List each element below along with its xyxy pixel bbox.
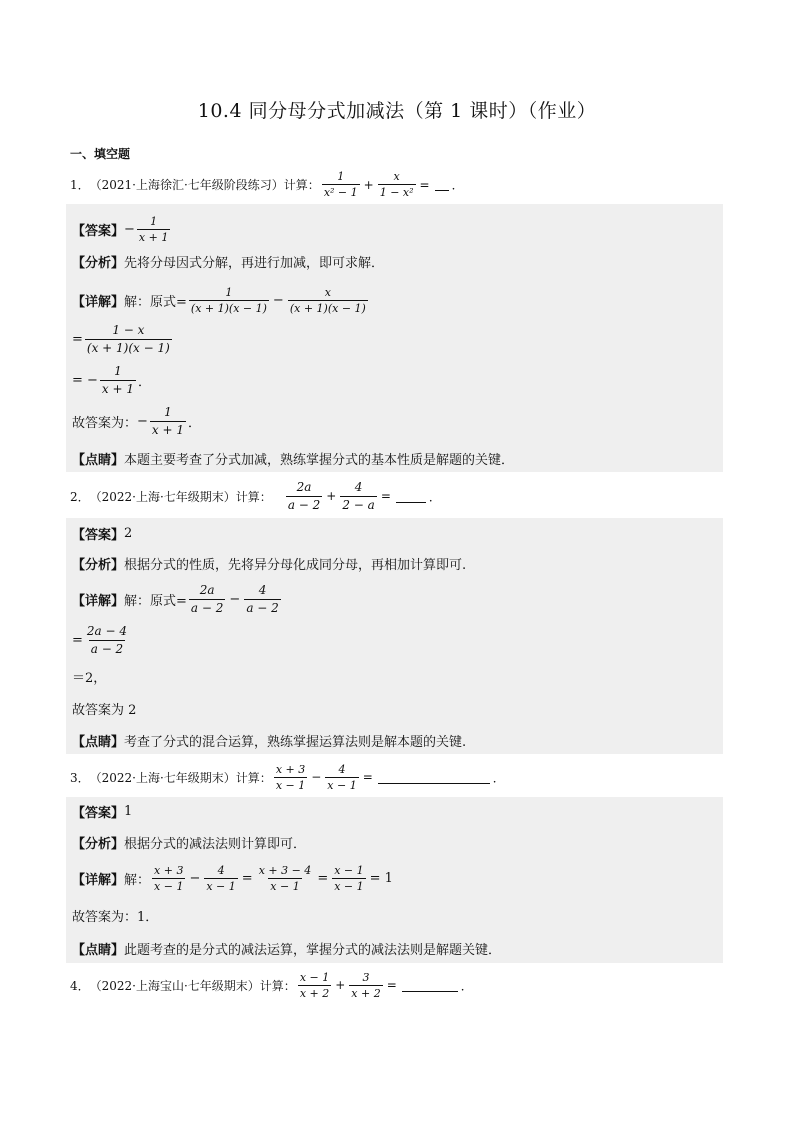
fraction: $\frac{x + 3}{x - 1}$ [154, 863, 184, 893]
detail-step: ＝2， [72, 670, 107, 686]
fraction: $\frac{1}{x + 1}$ [101, 363, 135, 396]
question-source: （2021·上海徐汇·七年级阶段练习）计算： [89, 178, 320, 192]
fraction: $\frac{x}{(x + 1)(x - 1)}$ [289, 285, 366, 315]
question-source: （2022·上海·七年级期末）计算： [89, 489, 272, 504]
fraction: $\frac{1}{\text{x² − 1}}$ [323, 170, 358, 199]
comment-line: 【点睛】 本题主要考查了分式加减，熟练掌握分式的基本性质是解题的关键． [72, 452, 515, 468]
question-1: 1． （2021·上海徐汇·七年级阶段练习）计算： $\frac{1}{\text{x² − 1}}$ + $\frac{x}{\text{1 − x²}}$ = ． [70, 170, 464, 199]
answer-blank [402, 979, 458, 992]
question-2: 2． （2022·上海·七年级期末）计算： $\frac{2a}{a - 2}$ + $\frac{4}{2 - a}$ = ． [70, 479, 441, 512]
final-answer-line: 故答案为：1． [72, 909, 159, 925]
question-number: 2． [70, 489, 90, 504]
fraction: $\frac{1}{x + 1}$ [151, 404, 185, 437]
detail-step: = − $\frac{1}{x + 1}$ ． [72, 363, 152, 396]
fraction: $\frac{x + 3}{x - 1}$ [275, 762, 306, 792]
question-number: 4． [70, 978, 90, 993]
detail-line: 【详解】 解： $\frac{x + 3}{x - 1}$ − $\frac{4}{x - 1}$ = $\frac{x + 3 - 4}{x - 1}$ = $\frac{x - 1}{x - 1}$ = 1 [72, 863, 393, 893]
fraction: $\frac{2a}{a - 2}$ [287, 479, 321, 512]
fraction: $\frac{3}{x + 2}$ [351, 970, 381, 1000]
question-source: （2022·上海宝山·七年级期末）计算： [89, 978, 296, 993]
detail-line: 【详解】 解：原式= $\frac{1}{(x + 1)(x - 1)}$ − $\frac{x}{(x + 1)(x - 1)}$ [72, 285, 366, 315]
fraction: $\frac{2a}{a - 2}$ [190, 582, 224, 615]
fraction: $\frac{4}{a - 2}$ [246, 582, 279, 615]
fraction: $\frac{x - 1}{x - 1}$ [334, 863, 364, 893]
section-heading: 一、填空题 [70, 147, 131, 161]
answer-line: 【答案】 − $\frac{1}{x + 1}$ [72, 214, 169, 244]
answer-blank [396, 490, 426, 503]
answer-blank [378, 771, 490, 784]
question-number: 1． [70, 178, 90, 192]
final-answer-line: 故答案为： − $\frac{1}{x + 1}$ ． [72, 404, 202, 437]
fraction: $\frac{1}{(x + 1)(x - 1)}$ [190, 285, 267, 315]
final-answer-line: 故答案为 2 [72, 702, 137, 718]
analysis-line: 【分析】 先将分母因式分解，再进行加减，即可求解． [72, 255, 385, 271]
fraction: $\frac{x}{\text{1 − x²}}$ [379, 170, 414, 199]
answer-line: 【答案】 2 [72, 525, 133, 543]
fraction: $\frac{1 - x}{(x + 1)(x - 1)}$ [86, 322, 170, 355]
detail-step: = $\frac{1 - x}{(x + 1)(x - 1)}$ [72, 322, 170, 355]
fraction: $\frac{x - 1}{x + 2}$ [299, 970, 330, 1000]
fraction: $\frac{4}{2 - a}$ [342, 479, 375, 512]
fraction: $\frac{x + 3 - 4}{x - 1}$ [258, 863, 312, 893]
fraction: $\frac{4}{x - 1}$ [327, 762, 357, 792]
detail-step: = $\frac{2a - 4}{a - 2}$ [72, 623, 128, 656]
question-3: 3． （2022·上海·七年级期末）计算： $\frac{x + 3}{x - 1}$ − $\frac{4}{x - 1}$ = ． [70, 762, 505, 792]
analysis-line: 【分析】 根据分式的性质，先将异分母化成同分母，再相加计算即可. [72, 557, 467, 573]
question-source: （2022·上海·七年级期末）计算： [89, 770, 272, 785]
fraction: $\frac{2a - 4}{a - 2}$ [86, 623, 128, 656]
page-title: 10.4 同分母分式加减法（第 1 课时）（作业） [197, 100, 597, 122]
fraction: $\frac{4}{x - 1}$ [206, 863, 236, 893]
comment-line: 【点睛】 此题考查的是分式的减法运算，掌握分式的减法法则是解题关键． [72, 942, 502, 958]
question-number: 3． [70, 770, 90, 785]
comment-line: 【点睛】 考查了分式的混合运算，熟练掌握运算法则是解本题的关键. [72, 734, 467, 750]
detail-line: 【详解】 解：原式= $\frac{2a}{a - 2}$ − $\frac{4}{a - 2}$ [72, 582, 279, 615]
answer-line: 【答案】 1 [72, 803, 133, 821]
analysis-line: 【分析】 根据分式的减法法则计算即可． [72, 836, 307, 852]
answer-blank [435, 178, 449, 191]
question-4: 4． （2022·上海宝山·七年级期末）计算： $\frac{x - 1}{x + 2}$ + $\frac{3}{x + 2}$ = ． [70, 970, 473, 1000]
fraction: $\frac{1}{x + 1}$ [138, 214, 169, 244]
